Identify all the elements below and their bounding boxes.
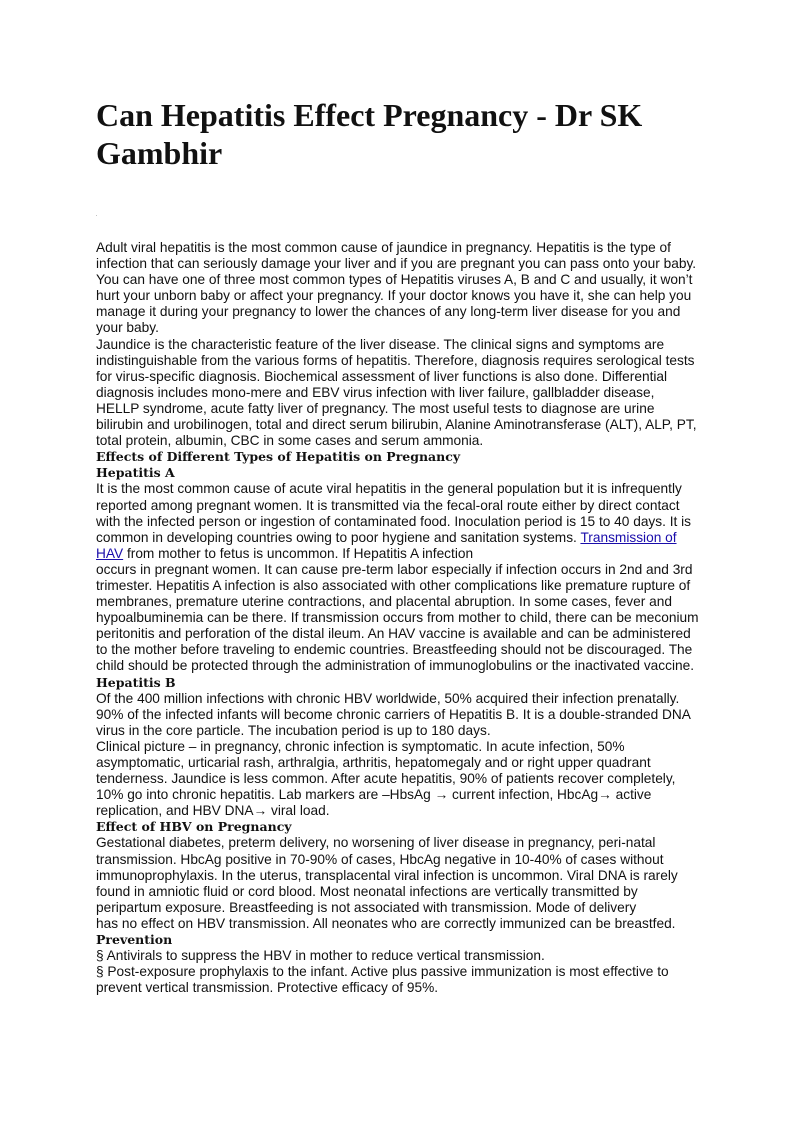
hbv-pregnancy-paragraph-cont: has no effect on HBV transmission. All neonates who are correctly immunized can be breastfed. [96,915,676,931]
hepatitis-a-heading: Hepatitis A [96,465,175,481]
prevention-item-antivirals: § Antivirals to suppress the HBV in mother to reduce vertical transmission. [96,948,545,964]
hepatitis-a-text-cont: from mother to fetus is uncommon. If Hepatitis A infection [126,545,474,561]
jaundice-paragraph: Jaundice is the characteristic feature of the liver disease. The clinical signs and symptoms are indistinguishable from the various forms of hepatitis. Therefore, diagnosis requires serological tests for virus-specific diagnosis. Biochemical assessment of liver functions is also done. Differential diagnosis includes mono-mere and EBV virus infection with liver failure, gallbladder disease, HELLP syndrome, acute fatty liver of pregnancy. The most useful tests to diagnose are urine bilirubin and urobilinogen, total and direct serum bilirubin, Alanine Aminotransferase (ALT), ALP, PT, total protein, albumin, CBC in some cases and serum ammonia. [96,336,697,449]
hepatitis-b-paragraph: Of the 400 million infections with chronic HBV worldwide, 50% acquired their infection prenatally. 90% of the infected infants will become chronic carriers of Hepatitis B. It is a double-stranded DNA virus in the core particle. The incubation period is up to 180 days. [96,690,691,738]
hepatitis-a-complications-paragraph: occurs in pregnant women. It can cause pre-term labor especially if infection occurs in 2nd and 3rd trimester. Hepatitis A infection is also associated with other complications like premature rupture of membranes, premature uterine contractions, and placental abruption. In some cases, fever and hypoalbuminemia can be there. If transmission occurs from mother to child, there can be meconium peritonitis and perforation of the distal ileum. An HAV vaccine is available and can be administered to the mother before traveling to endemic countries. Breastfeeding should not be discouraged. The child should be protected through the administration of immunoglobulins or the inactivated vaccine. [96,561,699,674]
hepatitis-a-text: It is the most common cause of acute viral hepatitis in the general population but it is infrequently reported among pregnant women. It is transmitted via the fecal-oral route either by direct contact with the infected person or ingestion of contaminated food. Inoculation period is 15 to 40 days. It is common in developing countries owing to poor hygiene and sanitation systems. [96,481,692,545]
article-body [96,240,700,996]
hepatitis-b-heading: Hepatitis B [96,674,176,690]
prevention-heading: Prevention [96,932,173,948]
intro-paragraph: Adult viral hepatitis is the most common cause of jaundice in pregnancy. Hepatitis is the type of infection that can seriously damage your liver and if you are pregnant you can pass onto your baby. You can have one of three most common types of Hepatitis viruses A, B and C and usually, it won’t hurt your unborn baby or affect your pregnancy. If your doctor knows you have it, she can help you manage it during your pregnancy to lower the chances of any long-term liver disease for you and your baby. [96,240,697,336]
hepatitis-a-paragraph [96,481,700,561]
page-title: Can Hepatitis Effect Pregnancy - Dr SK Gambhir [96,97,643,171]
stray-mark: . [96,212,98,218]
clinical-picture-paragraph: Clinical picture – in pregnancy, chronic infection is symptomatic. In acute infection, 50% asymptomatic, urticarial rash, arthralgia, arthritis, hepatomegaly and or right upper quadrant tenderness. Jaundice is less common. After acute hepatitis, 90% of patients recover completely, 10% go into chronic hepatitis. Lab markers are –HbsAg → current infection, HbcAg→ active replication, and HBV DNA→ viral load. [96,738,676,819]
hbv-pregnancy-paragraph: Gestational diabetes, preterm delivery, no worsening of liver disease in pregnancy, peri-natal transmission. HbcAg positive in 70-90% of cases, HbcAg negative in 10-40% of cases without immunoprophylaxis. In the uterus, transplacental viral infection is uncommon. Viral DNA is rarely found in amniotic fluid or cord blood. Most neonatal infections are vertically transmitted by peripartum exposure. Breastfeeding is not associated with transmission. Mode of delivery [96,835,678,915]
transmission-hav-link[interactable]: Transmission of HAV [96,529,677,561]
document-page [96,96,700,996]
prevention-item-prophylaxis: § Post-exposure prophylaxis to the infant. Active plus passive immunization is most effective to prevent vertical transmission. Protective efficacy of 95%. [96,964,669,996]
effects-heading: Effects of Different Types of Hepatitis on Pregnancy [96,449,461,465]
hbv-pregnancy-heading: Effect of HBV on Pregnancy [96,819,292,835]
